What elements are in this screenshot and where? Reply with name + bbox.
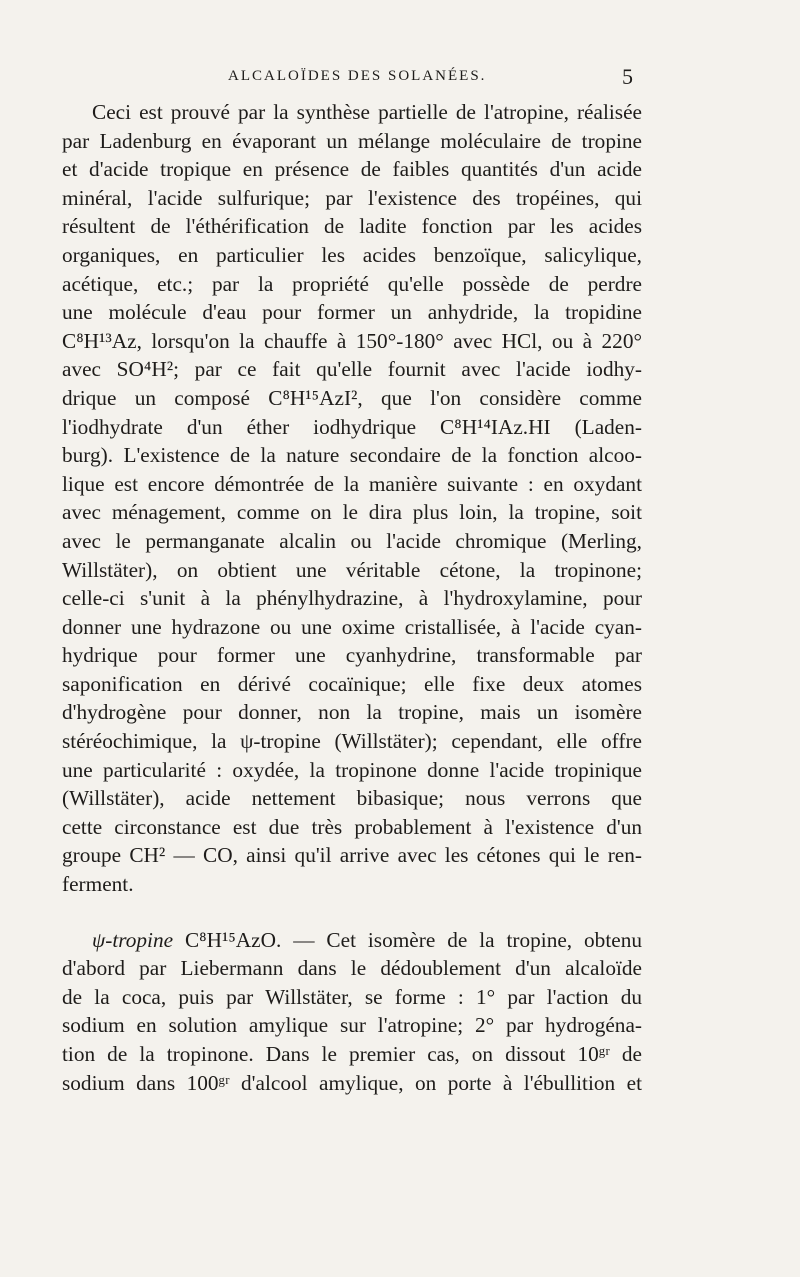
text-line: avec ménagement, comme on le dira plus loin, la tropine, soit xyxy=(62,500,642,525)
paragraph xyxy=(62,926,642,1098)
text-line: C⁸H¹³Az, lorsqu'on la chauffe à 150°-180° avec HCl, ou à 220° xyxy=(62,328,642,353)
text-line: avec le permanganate alcalin ou l'acide chromique (Merling, xyxy=(62,528,642,553)
text-line: saponification en dérivé cocaïnique; elle fixe deux atomes xyxy=(62,671,642,696)
text-line: ferment. xyxy=(62,872,134,897)
text-line: Willstäter), on obtient une véritable cétone, la tropinone; xyxy=(62,557,642,582)
heading-formula-text: C⁸H¹⁵AzO. — Cet isomère de la tropine, obtenu xyxy=(173,927,642,952)
running-title: ALCALOÏDES DES SOLANÉES. xyxy=(228,68,487,84)
text-line: l'iodhydrate d'un éther iodhydrique C⁸H¹⁴IAz.HI (Laden- xyxy=(62,414,642,439)
text-line: avec SO⁴H²; par ce fait qu'elle fournit avec l'acide iodhy- xyxy=(62,357,642,382)
text-line: cette circonstance est due très probablement à l'existence d'un xyxy=(62,814,642,839)
text-line: stéréochimique, la ψ-tropine (Willstäter); cependant, elle offre xyxy=(62,729,642,754)
text-line: donner une hydrazone ou une oxime cristallisée, à l'acide cyan- xyxy=(62,614,642,639)
text-line: groupe CH² — CO, ainsi qu'il arrive avec les cétones qui le ren- xyxy=(62,843,642,868)
text-line: par Ladenburg en évaporant un mélange moléculaire de tropine xyxy=(62,128,642,153)
paragraph-gap xyxy=(62,899,642,926)
text-line: minéral, l'acide sulfurique; par l'existence des tropéines, qui xyxy=(62,185,642,210)
text-line: drique un composé C⁸H¹⁵AzI², que l'on considère comme xyxy=(62,385,642,410)
text-line: Ceci est prouvé par la synthèse partielle de l'atropine, réalisée xyxy=(92,100,642,124)
text-line: lique est encore démontrée de la manière suivante : en oxydant xyxy=(62,471,642,496)
text-line: de la coca, puis par Willstäter, se forme : 1° par l'action du xyxy=(62,984,642,1009)
text-line: sodium en solution amylique sur l'atropine; 2° par hydrogéna- xyxy=(62,1013,642,1038)
body-text xyxy=(62,98,642,1097)
running-header xyxy=(0,64,800,92)
text-line: acétique, etc.; par la propriété qu'elle possède de perdre xyxy=(62,271,642,296)
text-line: d'abord par Liebermann dans le dédoublement d'un alcaloïde xyxy=(62,956,642,981)
text-line: (Willstäter), acide nettement bibasique; nous verrons que xyxy=(62,786,642,811)
paragraph xyxy=(62,98,642,899)
text-line: organiques, en particulier les acides benzoïque, salicylique, xyxy=(62,242,642,267)
text-line: une particularité : oxydée, la tropinone donne l'acide tropinique xyxy=(62,757,642,782)
text-line: sodium dans 100ᵍʳ d'alcool amylique, on porte à l'ébullition et xyxy=(62,1070,642,1095)
text-line: burg). L'existence de la nature secondaire de la fonction alcoo- xyxy=(62,443,642,468)
text-line: une molécule d'eau pour former un anhydride, la tropidine xyxy=(62,300,642,325)
text-line: tion de la tropinone. Dans le premier cas, on dissout 10ᵍʳ de xyxy=(62,1042,642,1066)
text-line: résultent de l'éthérification de ladite fonction par les acides xyxy=(62,214,642,239)
text-line: d'hydrogène pour donner, non la tropine, mais un isomère xyxy=(62,700,642,725)
text-line: celle-ci s'unit à la phénylhydrazine, à l'hydroxylamine, pour xyxy=(62,586,642,611)
section-heading: ψ-tropine xyxy=(92,927,174,952)
text-line: hydrique pour former une cyanhydrine, transformable par xyxy=(62,643,642,668)
page-number: 5 xyxy=(622,64,633,89)
text-line: et d'acide tropique en présence de faibles quantités d'un acide xyxy=(62,157,642,182)
text-line xyxy=(62,926,642,955)
